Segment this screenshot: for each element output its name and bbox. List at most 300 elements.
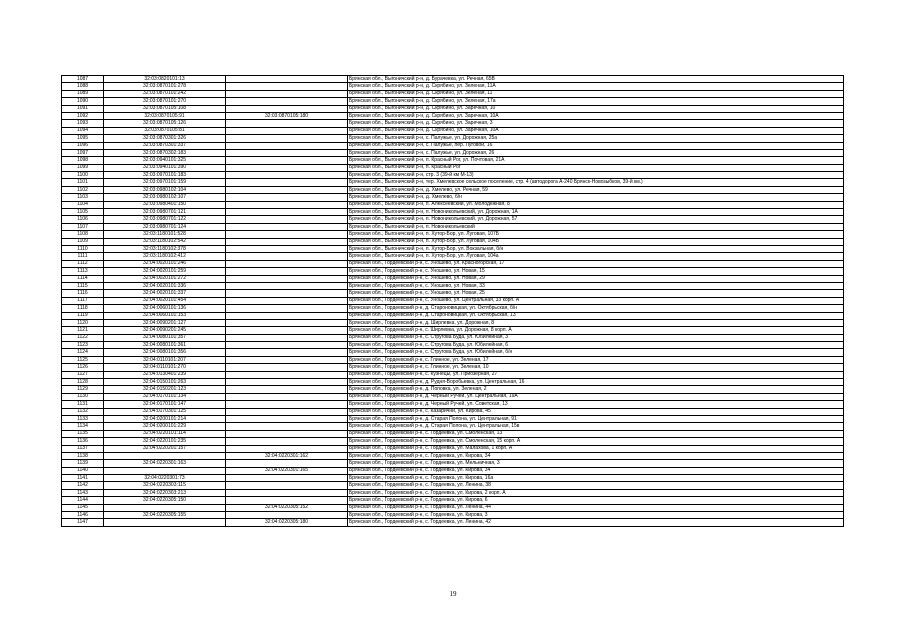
cadastral-number-2-cell — [226, 356, 348, 363]
cadastral-number-2-cell: 32:04:0220305:180 — [226, 519, 348, 526]
address-cell: Брянская обл., Гордеевский р-н, д. Старая Полона, ул. Центральная, 15в — [348, 423, 844, 430]
address-cell: Брянская обл., Выгоничский р-н, д. Скрябино, ул. Заречная, 10А — [348, 112, 844, 119]
cadastral-number-cell: 32:03:0870301:326 — [104, 135, 226, 142]
cadastral-number-cell: 32:04:0220305:155 — [104, 512, 226, 519]
address-cell: Брянская обл., Выгоничский р-н, п. Хутор-Бор, ул. Вокзальная, б/н — [348, 245, 844, 252]
row-number-cell: 1108 — [62, 231, 104, 238]
row-number-cell: 1096 — [62, 142, 104, 149]
cadastral-number-cell: 32:04:0170301:125 — [104, 408, 226, 415]
registry-table-body — [62, 76, 844, 527]
address-cell: Брянская обл., Гордеевский р-н, с. Гордеевка, ул. Малахова, 1 корп. А — [348, 445, 844, 452]
cadastral-number-cell: 32:04:0110101:270 — [104, 364, 226, 371]
row-number-cell: 1125 — [62, 356, 104, 363]
cadastral-number-cell: 32:03:0980401:150 — [104, 201, 226, 208]
cadastral-number-cell: 32:04:0220305:150 — [104, 497, 226, 504]
cadastral-number-cell: 32:03:0820101:13 — [104, 76, 226, 83]
cadastral-number-cell — [104, 452, 226, 459]
address-cell: Брянская обл., Гордеевский р-н, с. Гордеевка, ул. Мельничная, 3 — [348, 460, 844, 467]
address-cell: Брянская обл., Гордеевский р-н, с. Казарични, ул. Кирова, 45 — [348, 408, 844, 415]
cadastral-number-2-cell — [226, 319, 348, 326]
cadastral-number-2-cell — [226, 423, 348, 430]
table-row — [62, 430, 844, 437]
address-cell: Брянская обл., Гордеевский р-н, с. Гордеевка, ул. Смоленская, 15 корп. А — [348, 438, 844, 445]
table-row — [62, 157, 844, 164]
row-number-cell: 1123 — [62, 342, 104, 349]
table-row — [62, 497, 844, 504]
cadastral-number-2-cell — [226, 149, 348, 156]
row-number-cell: 1099 — [62, 164, 104, 171]
row-number-cell: 1132 — [62, 408, 104, 415]
cadastral-number-2-cell — [226, 349, 348, 356]
cadastral-number-cell: 32:04:0150101:263 — [104, 379, 226, 386]
cadastral-number-cell: 32:03:0870105:81 — [104, 127, 226, 134]
table-row — [62, 253, 844, 260]
registry-table — [61, 75, 844, 527]
cadastral-number-2-cell — [226, 275, 348, 282]
cadastral-number-2-cell — [226, 401, 348, 408]
cadastral-number-2-cell — [226, 290, 348, 297]
cadastral-number-cell: 32:03:0870302:183 — [104, 149, 226, 156]
address-cell: Брянская обл., Гордеевский р-н, с. Уношево, ул. Центральная, 33 корп. А — [348, 297, 844, 304]
cadastral-number-cell: 32:04:0200101:229 — [104, 423, 226, 430]
address-cell: Брянская обл., Гордеевский р-н, с. Гордеевка, ул. Кирова, 34 — [348, 452, 844, 459]
address-cell: Брянская обл., Выгоничский р-н, п. Хутор-Бор, ул. Луговая, 104а — [348, 253, 844, 260]
address-cell: Брянская обл., Гордеевский р-н, с. Струговa Буда, ул. Юбилейная, 6 — [348, 342, 844, 349]
cadastral-number-2-cell — [226, 186, 348, 193]
row-number-cell: 1115 — [62, 282, 104, 289]
address-cell: Брянская обл., Выгоничский р-н, д. Скрябино, ул. Зеленая, 11А — [348, 83, 844, 90]
cadastral-number-cell: 32:03:0980701:121 — [104, 209, 226, 216]
address-cell: Брянская обл., Выгоничский р-н, п. Алексеевский, ул. Молодежная, 8 — [348, 201, 844, 208]
cadastral-number-2-cell — [226, 342, 348, 349]
cadastral-number-2-cell — [226, 386, 348, 393]
table-row — [62, 319, 844, 326]
cadastral-number-cell: 32:04:0170101:134 — [104, 393, 226, 400]
row-number-cell: 1130 — [62, 393, 104, 400]
table-row — [62, 460, 844, 467]
table-row — [62, 445, 844, 452]
row-number-cell: 1103 — [62, 194, 104, 201]
row-number-cell: 1139 — [62, 460, 104, 467]
row-number-cell: 1092 — [62, 112, 104, 119]
cadastral-number-cell: 32:03:0870101:278 — [104, 83, 226, 90]
table-row — [62, 415, 844, 422]
row-number-cell: 1128 — [62, 379, 104, 386]
table-row — [62, 334, 844, 341]
cadastral-number-cell: 32:04:0170101:147 — [104, 401, 226, 408]
cadastral-number-2-cell — [226, 209, 348, 216]
cadastral-number-cell: 32:03:0870105:108 — [104, 105, 226, 112]
cadastral-number-2-cell — [226, 430, 348, 437]
address-cell: Брянская обл., Выгоничский р-н, тер. Хмелевское сельское поселение, стр. 4 (автодорога А-240 Брянск-Новозыбков, 39-й км.) — [348, 179, 844, 186]
row-number-cell: 1111 — [62, 253, 104, 260]
row-number-cell: 1088 — [62, 83, 104, 90]
cadastral-number-cell: 32:04:0060101:153 — [104, 312, 226, 319]
cadastral-number-2-cell — [226, 415, 348, 422]
cadastral-number-cell: 32:04:0020101:336 — [104, 282, 226, 289]
table-row — [62, 482, 844, 489]
cadastral-number-cell: 32:03:1180101:528 — [104, 231, 226, 238]
cadastral-number-2-cell — [226, 282, 348, 289]
address-cell: Брянская обл., Выгоничский р-н, д. Хмелево, б/н — [348, 194, 844, 201]
row-number-cell: 1104 — [62, 201, 104, 208]
table-row — [62, 216, 844, 223]
table-row — [62, 349, 844, 356]
address-cell: Брянская обл., Выгоничский р-н, п. Новоникольевский, ул. Дорожная, 57 — [348, 216, 844, 223]
address-cell: Брянская обл., Гордеевский р-н, с. Гордеевка, ул. Кирова, 6 — [348, 497, 844, 504]
cadastral-number-cell: 32:04:0080101:357 — [104, 334, 226, 341]
table-row — [62, 164, 844, 171]
cadastral-number-2-cell — [226, 135, 348, 142]
cadastral-number-2-cell — [226, 76, 348, 83]
row-number-cell: 1119 — [62, 312, 104, 319]
address-cell: Брянская обл., Гордеевский р-н, с. Гордеевка, ул. Кирова, 2 корп. А — [348, 489, 844, 496]
cadastral-number-2-cell — [226, 305, 348, 312]
cadastral-number-2-cell — [226, 157, 348, 164]
cadastral-number-2-cell — [226, 120, 348, 127]
address-cell: Брянская обл., Выгоничский р-н, д. Скрябино, ул. Зеленая, 11 — [348, 90, 844, 97]
cadastral-number-2-cell — [226, 127, 348, 134]
cadastral-number-2-cell — [226, 105, 348, 112]
address-cell: Брянская обл., Выгоничский р-н, с. Палужье, пер. Луговой, 16 — [348, 142, 844, 149]
address-cell: Брянская обл., Гордеевский р-н, с. Гордеевка, ул. Кирова, 3 — [348, 512, 844, 519]
table-row — [62, 194, 844, 201]
row-number-cell: 1089 — [62, 90, 104, 97]
cadastral-number-cell: 32:03:0980102:104 — [104, 186, 226, 193]
cadastral-number-cell: 32:04:0020101:337 — [104, 290, 226, 297]
cadastral-number-cell: 32:03:0870301:337 — [104, 142, 226, 149]
row-number-cell: 1116 — [62, 290, 104, 297]
cadastral-number-cell: 32:03:0970101:183 — [104, 172, 226, 179]
table-row — [62, 379, 844, 386]
cadastral-number-cell: 32:03:1180102:412 — [104, 253, 226, 260]
cadastral-number-cell: 32:04:0020101:246 — [104, 260, 226, 267]
row-number-cell: 1147 — [62, 519, 104, 526]
cadastral-number-cell: 32:03:0980102:107 — [104, 194, 226, 201]
address-cell: Брянская обл., Выгоничский р-н, д. Скрябино, ул. Зеленая, 17а — [348, 98, 844, 105]
cadastral-number-2-cell — [226, 238, 348, 245]
cadastral-number-cell: 32:04:0110101:207 — [104, 356, 226, 363]
cadastral-number-cell: 32:04:0080101:361 — [104, 342, 226, 349]
row-number-cell: 1141 — [62, 475, 104, 482]
cadastral-number-2-cell — [226, 245, 348, 252]
row-number-cell: 1134 — [62, 423, 104, 430]
address-cell: Брянская обл., Выгоничский р-н, д. Скрябино, ул. Заречная, 3 — [348, 120, 844, 127]
cadastral-number-2-cell — [226, 460, 348, 467]
table-row — [62, 186, 844, 193]
table-row — [62, 127, 844, 134]
address-cell: Брянская обл., Гордеевский р-н, с. Уношево, ул. Новая, 29 — [348, 275, 844, 282]
address-cell: Брянская обл., Гордеевский р-н, с. Струговa Буда, ул. Юбилейная, 3 — [348, 334, 844, 341]
table-row — [62, 297, 844, 304]
cadastral-number-cell: 32:03:0870101:270 — [104, 98, 226, 105]
cadastral-number-2-cell — [226, 475, 348, 482]
table-row — [62, 245, 844, 252]
cadastral-number-cell: 32:04:0200101:214 — [104, 415, 226, 422]
row-number-cell: 1087 — [62, 76, 104, 83]
cadastral-number-2-cell — [226, 253, 348, 260]
cadastral-number-2-cell — [226, 512, 348, 519]
cadastral-number-cell: 32:03:0980701:124 — [104, 223, 226, 230]
table-row — [62, 408, 844, 415]
address-cell: Брянская обл., Выгоничский р-н, д. Бурачевка, ул. Речная, 65В — [348, 76, 844, 83]
address-cell: Брянская обл., Выгоничский р-н, п. Новоникольевский — [348, 223, 844, 230]
row-number-cell: 1126 — [62, 364, 104, 371]
address-cell: Брянская обл., Выгоничский р-н, д. Хмелево, ул. Речная, 59 — [348, 186, 844, 193]
table-row — [62, 282, 844, 289]
address-cell: Брянская обл., Гордеевский р-н, с. Глинное, ул. Зеленая, 17 — [348, 356, 844, 363]
cadastral-number-cell: 32:04:0060101:136 — [104, 305, 226, 312]
row-number-cell: 1118 — [62, 305, 104, 312]
table-row — [62, 386, 844, 393]
cadastral-number-2-cell — [226, 327, 348, 334]
cadastral-number-cell: 32:03:0940101:325 — [104, 157, 226, 164]
cadastral-number-2-cell — [226, 223, 348, 230]
table-row — [62, 393, 844, 400]
table-row — [62, 327, 844, 334]
row-number-cell: 1138 — [62, 452, 104, 459]
cadastral-number-2-cell: 32:04:0220301:162 — [226, 452, 348, 459]
row-number-cell: 1137 — [62, 445, 104, 452]
address-cell: Брянская обл., Гордеевский р-н, д. Старая Полона, ул. Центральная, 91 — [348, 415, 844, 422]
cadastral-number-2-cell — [226, 489, 348, 496]
cadastral-number-2-cell — [226, 482, 348, 489]
row-number-cell: 1146 — [62, 512, 104, 519]
table-row — [62, 260, 844, 267]
address-cell: Брянская обл., Гордеевский р-н, д. Черный Ручей, ул. Советская, 13 — [348, 401, 844, 408]
cadastral-number-2-cell: 32:04:0220301:165 — [226, 467, 348, 474]
cadastral-number-cell: 32:03:1180102:378 — [104, 245, 226, 252]
cadastral-number-cell: 32:04:0220301:73 — [104, 475, 226, 482]
cadastral-number-cell: 32:04:0220301:163 — [104, 460, 226, 467]
row-number-cell: 1142 — [62, 482, 104, 489]
cadastral-number-2-cell — [226, 393, 348, 400]
row-number-cell: 1090 — [62, 98, 104, 105]
row-number-cell: 1121 — [62, 327, 104, 334]
table-row — [62, 452, 844, 459]
table-row — [62, 268, 844, 275]
table-row — [62, 305, 844, 312]
row-number-cell: 1112 — [62, 260, 104, 267]
table-row — [62, 179, 844, 186]
cadastral-number-cell: 32:03:0940101:390 — [104, 164, 226, 171]
table-row — [62, 98, 844, 105]
address-cell: Брянская обл., Гордеевский р-н, с. Гордеевка, ул. Кирова, 34 — [348, 467, 844, 474]
page-number: 19 — [449, 590, 457, 598]
table-row — [62, 223, 844, 230]
table-row — [62, 142, 844, 149]
cadastral-number-cell: 32:04:0020101:259 — [104, 268, 226, 275]
cadastral-number-2-cell — [226, 83, 348, 90]
row-number-cell: 1117 — [62, 297, 104, 304]
cadastral-number-2-cell — [226, 268, 348, 275]
cadastral-number-cell — [104, 519, 226, 526]
row-number-cell: 1094 — [62, 127, 104, 134]
cadastral-number-cell: 32:03:0870105:91 — [104, 112, 226, 119]
cadastral-number-cell: 32:03:0970101:159 — [104, 179, 226, 186]
table-row — [62, 105, 844, 112]
cadastral-number-2-cell: 32:04:0220305:152 — [226, 504, 348, 511]
table-row — [62, 342, 844, 349]
cadastral-number-2-cell — [226, 179, 348, 186]
cadastral-number-cell — [104, 504, 226, 511]
row-number-cell: 1124 — [62, 349, 104, 356]
cadastral-number-cell: 32:04:0220303:213 — [104, 489, 226, 496]
table-row — [62, 504, 844, 511]
cadastral-number-2-cell — [226, 497, 348, 504]
table-row — [62, 475, 844, 482]
cadastral-number-2-cell — [226, 312, 348, 319]
address-cell: Брянская обл., Гордеевский р-н, д. Черный Ручей, ул. Центральная, 19А — [348, 393, 844, 400]
row-number-cell: 1122 — [62, 334, 104, 341]
cadastral-number-2-cell — [226, 164, 348, 171]
row-number-cell: 1131 — [62, 401, 104, 408]
address-cell: Брянская обл., Гордеевский р-н, с. Гордеевка, ул. Ленина, 44 — [348, 504, 844, 511]
row-number-cell: 1107 — [62, 223, 104, 230]
table-row — [62, 438, 844, 445]
table-row — [62, 112, 844, 119]
table-row — [62, 512, 844, 519]
address-cell: Брянская обл., Выгоничский р-н, д. Скрябино, ул. Заречная, 10А — [348, 127, 844, 134]
table-row — [62, 201, 844, 208]
cadastral-number-cell: 32:04:0130401:239 — [104, 371, 226, 378]
cadastral-number-cell: 32:04:0220303:115 — [104, 482, 226, 489]
cadastral-number-cell: 32:04:0090201:127 — [104, 319, 226, 326]
cadastral-number-cell: 32:03:0870105:126 — [104, 120, 226, 127]
table-row — [62, 364, 844, 371]
address-cell: Брянская обл., Гордеевский р-н, с. Уношево, ул. Новая, 15 — [348, 268, 844, 275]
row-number-cell: 1143 — [62, 489, 104, 496]
row-number-cell: 1102 — [62, 186, 104, 193]
cadastral-number-2-cell — [226, 379, 348, 386]
address-cell: Брянская обл., Выгоничский р-н, п. Красный Рог, ул. Почтовая, 21А — [348, 157, 844, 164]
table-row — [62, 401, 844, 408]
cadastral-number-cell: 32:04:0090201:245 — [104, 327, 226, 334]
address-cell: Брянская обл., Гордеевский р-н, с. Струговa Буда, ул. Юбилейная, б/н — [348, 349, 844, 356]
row-number-cell: 1113 — [62, 268, 104, 275]
row-number-cell: 1101 — [62, 179, 104, 186]
table-row — [62, 312, 844, 319]
row-number-cell: 1145 — [62, 504, 104, 511]
address-cell: Брянская обл., Выгоничский р-н, стр. 3 (39-й км М-13) — [348, 172, 844, 179]
row-number-cell: 1120 — [62, 319, 104, 326]
row-number-cell: 1133 — [62, 415, 104, 422]
row-number-cell: 1098 — [62, 157, 104, 164]
row-number-cell: 1109 — [62, 238, 104, 245]
address-cell: Брянская обл., Гордеевский р-н, с. Кузнецы, ул. Приозерная, 27 — [348, 371, 844, 378]
cadastral-number-2-cell — [226, 297, 348, 304]
cadastral-number-2-cell — [226, 371, 348, 378]
cadastral-number-2-cell — [226, 445, 348, 452]
table-row — [62, 371, 844, 378]
row-number-cell: 1097 — [62, 149, 104, 156]
table-row — [62, 172, 844, 179]
cadastral-number-cell: 32:03:0980701:122 — [104, 216, 226, 223]
cadastral-number-cell: 32:03:0870101:242 — [104, 90, 226, 97]
address-cell: Брянская обл., Гордеевский р-н, д. Староновицкая, ул. Октябрьская, б/н — [348, 305, 844, 312]
cadastral-number-2-cell — [226, 438, 348, 445]
table-row — [62, 76, 844, 83]
address-cell: Брянская обл., Выгоничский р-н, с. Палужье, ул. Дорожная, 25а — [348, 135, 844, 142]
row-number-cell: 1127 — [62, 371, 104, 378]
address-cell: Брянская обл., Гордеевский р-н, с. Гордеевка, ул. Ленина, 42 — [348, 519, 844, 526]
cadastral-number-cell: 32:04:0220101:114 — [104, 430, 226, 437]
row-number-cell: 1129 — [62, 386, 104, 393]
address-cell: Брянская обл., Выгоничский р-н, с. Палужье, ул. Дорожная, 26 — [348, 149, 844, 156]
cadastral-number-2-cell — [226, 216, 348, 223]
row-number-cell: 1091 — [62, 105, 104, 112]
table-row — [62, 209, 844, 216]
row-number-cell: 1110 — [62, 245, 104, 252]
address-cell: Брянская обл., Выгоничский р-н, п. Хутор-Бор, ул. Луговая, 104Б — [348, 238, 844, 245]
address-cell: Брянская обл., Выгоничский р-н, п. Новоникольевский, ул. Дорожная, 1А — [348, 209, 844, 216]
table-row — [62, 489, 844, 496]
cadastral-number-2-cell — [226, 231, 348, 238]
address-cell: Брянская обл., Гордеевский р-н, с. Гордеевка, ул. Кирова, 16а — [348, 475, 844, 482]
row-number-cell: 1106 — [62, 216, 104, 223]
row-number-cell: 1144 — [62, 497, 104, 504]
row-number-cell: 1095 — [62, 135, 104, 142]
address-cell: Брянская обл., Выгоничский р-н, п. Красный Рог — [348, 164, 844, 171]
cadastral-number-2-cell — [226, 260, 348, 267]
table-row — [62, 423, 844, 430]
table-row — [62, 135, 844, 142]
address-cell: Брянская обл., Гордеевский р-н, д. Поповка, ул. Зеленая, 2 — [348, 386, 844, 393]
cadastral-number-cell: 32:04:0020101:454 — [104, 297, 226, 304]
table-row — [62, 83, 844, 90]
table-row — [62, 467, 844, 474]
cadastral-number-cell: 32:04:0020101:272 — [104, 275, 226, 282]
cadastral-number-cell — [104, 467, 226, 474]
cadastral-number-cell: 32:04:0220101:235 — [104, 438, 226, 445]
row-number-cell: 1093 — [62, 120, 104, 127]
cadastral-number-2-cell — [226, 90, 348, 97]
table-row — [62, 90, 844, 97]
address-cell: Брянская обл., Выгоничский р-н, д. Скрябино, ул. Заречная, 10 — [348, 105, 844, 112]
table-row — [62, 231, 844, 238]
cadastral-number-2-cell — [226, 142, 348, 149]
row-number-cell: 1105 — [62, 209, 104, 216]
cadastral-number-2-cell — [226, 408, 348, 415]
row-number-cell: 1100 — [62, 172, 104, 179]
address-cell: Брянская обл., Гордеевский р-н, с. Уношево, ул. Новая, 25 — [348, 290, 844, 297]
cadastral-number-2-cell — [226, 194, 348, 201]
cadastral-number-2-cell — [226, 98, 348, 105]
table-row — [62, 149, 844, 156]
address-cell: Брянская обл., Выгоничский р-н, п. Хутор-Бор, ул. Луговая, 107Б — [348, 231, 844, 238]
address-cell: Брянская обл., Гордеевский р-н, с. Гордеевка, ул. Ленина, 38 — [348, 482, 844, 489]
table-row — [62, 356, 844, 363]
address-cell: Брянская обл., Гордеевский р-н, с. Глинное, ул. Зеленая, 10 — [348, 364, 844, 371]
cadastral-number-2-cell — [226, 364, 348, 371]
cadastral-number-cell: 32:03:1180102:542 — [104, 238, 226, 245]
cadastral-number-2-cell — [226, 334, 348, 341]
table-row — [62, 238, 844, 245]
address-cell: Брянская обл., Гордеевский р-н, с. Уношево, ул. Новая, 33 — [348, 282, 844, 289]
address-cell: Брянская обл., Гордеевский р-н, с. Уношево, ул. Красногорская, 17 — [348, 260, 844, 267]
cadastral-number-cell: 32:04:0220201:157 — [104, 445, 226, 452]
table-row — [62, 275, 844, 282]
address-cell: Брянская обл., Гордеевский р-н, д. Ширлевка, ул. Дорожная, 8 — [348, 319, 844, 326]
table-row — [62, 120, 844, 127]
cadastral-number-2-cell: 32:03:0870105:180 — [226, 112, 348, 119]
table-row — [62, 290, 844, 297]
cadastral-number-2-cell — [226, 172, 348, 179]
cadastral-number-2-cell — [226, 201, 348, 208]
row-number-cell: 1114 — [62, 275, 104, 282]
row-number-cell: 1136 — [62, 438, 104, 445]
address-cell: Брянская обл., Гордеевский р-н, д. Староновицкая, ул. Октябрьская, 13 — [348, 312, 844, 319]
